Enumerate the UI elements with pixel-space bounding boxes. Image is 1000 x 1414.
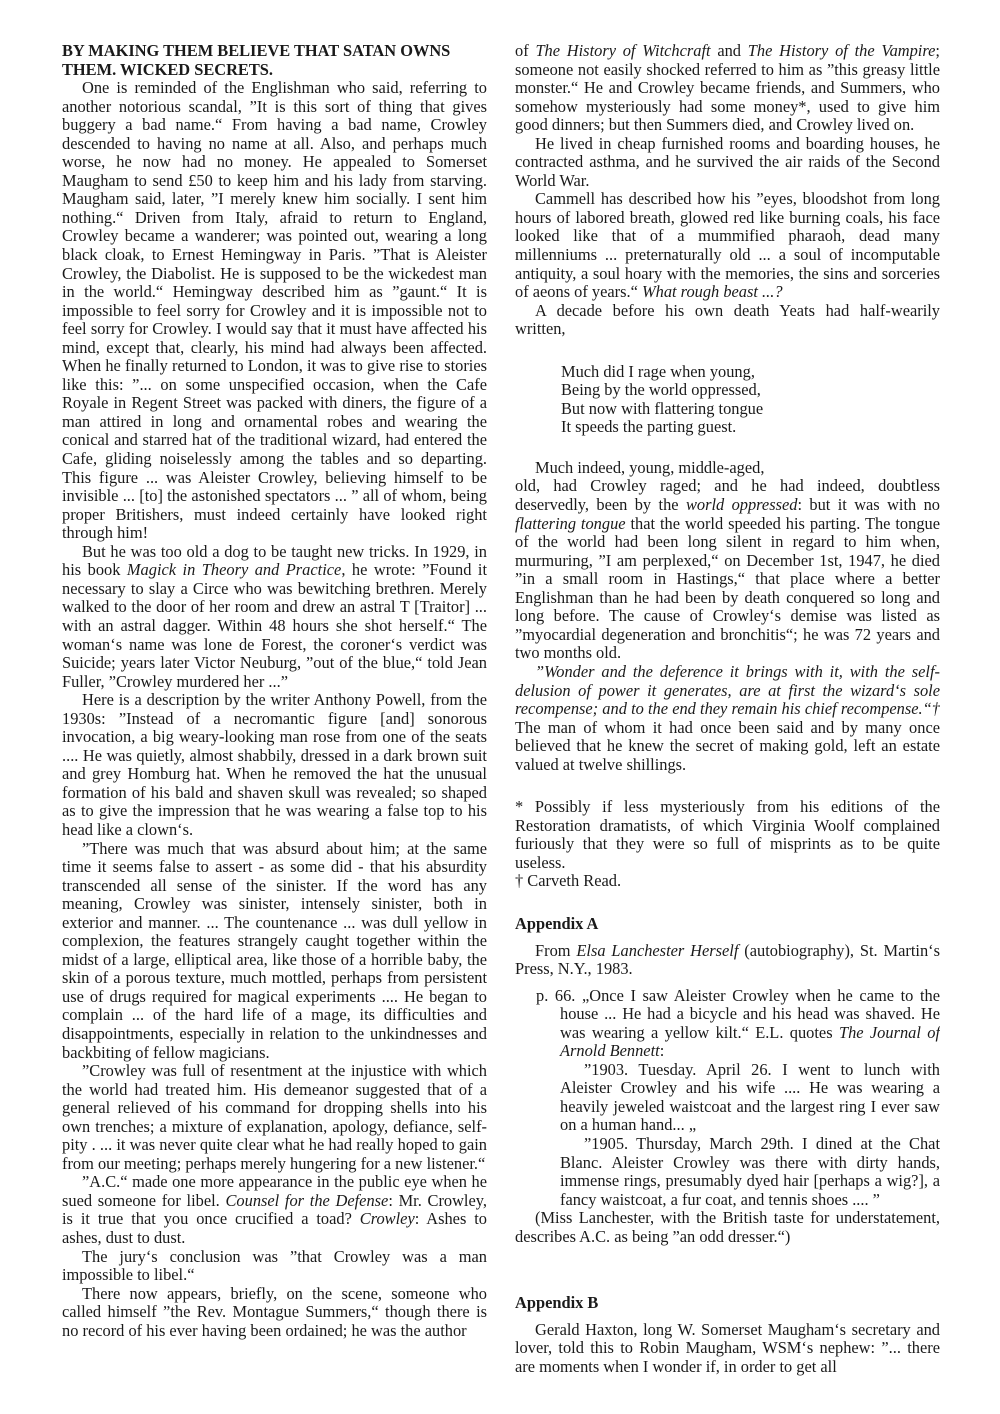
paragraph: Cammell has described how his ”eyes, bloodshot from long hours of labored breath, glowed red like burning coals, his face looked like that of a mummified pharaoh, dead many millenniums ... preternaturally old ... a soul of incomputable antiquity, a soul hoary with the memories, the sins and sorceries of aeons of years.“ What rough beast ...? xyxy=(515,189,940,302)
paragraph: A decade before his own death Yeats had half-wearily written, xyxy=(515,300,940,339)
journal-quote: ”1903. Tuesday. April 26. I went to lunch with Aleister Crowley and his wife .... He was wearing a heavily jeweled waistcoat and the largest ring I ever saw on a human hand... „ xyxy=(560,1059,940,1135)
book-title: Magick in Theory and Practice xyxy=(126,560,342,580)
document-page xyxy=(62,42,940,1402)
footnote: † Carveth Read. xyxy=(515,871,622,891)
verse-quote xyxy=(561,363,940,437)
verse-line: It speeds the parting guest. xyxy=(561,417,737,437)
appendix-b-heading: Appendix B xyxy=(515,1293,599,1313)
paragraph: ”Crowley was full of resentment at the injustice with which the world had treated him. His demeanor suggested that of a general relieved of his command for dropping shells into his own trenches; a mixture of explanation, apology, defiance, self-pity . ... it was never quite clear what he had really hoped to gain from our meeting; perhaps merely hungering for a new listener.“ xyxy=(62,1061,487,1173)
journal-quote: ”1905. Thursday, March 29th. I dined at the Chat Blanc. Aleister Crowley was there with dirty hands, immense rings, presumably dyed hair [perhaps a wig?], a fancy waistcoat, a fur coat, and tennis shoes .... ” xyxy=(560,1133,940,1209)
paragraph: The jury‘s conclusion was ”that Crowley was a man impossible to libel.“ xyxy=(62,1246,487,1285)
paragraph: ”A.C.“ made one more appearance in the public eye when he sued someone for libel. Counsel for the Defense: Mr. Crowley, is it true that you once crucified a toad? Crowley: Ashes to ashes, dust to dust. xyxy=(62,1172,487,1247)
paragraph: Here is a description by the writer Anthony Powell, from the 1930s: ”Instead of a necromantic figure [and] sonorous invocation, a big weary-looking man rose from one of the seats .... He was quietly, almost shabbily, dressed in a dark brown suit and grey Homburg hat. When he removed the hat the unusual formation of his bald and shaven skull was revealed; so shaped as to give the impression that he was wearing a false top to his head like a clown‘s. xyxy=(62,690,487,839)
footnotes xyxy=(515,798,940,891)
paragraph: But he was too old a dog to be taught new tricks. In 1929, in his book Magick in Theory and Practice, he wrote: ”Found it necessary to slay a Circe who was bewitching brethren. Merely walked to the door of her room and drew an astral T [Traitor] ... with an astral dagger. Within 48 hours she shot herself.“ The woman‘s name was lone de Forest, the coroner‘s verdict was Suicide; years later Victor Neuburg, ”out of the blue,“ told Jean Fuller, ”Crowley murdered her ...” xyxy=(62,541,487,691)
verse-line: Being by the world oppressed, xyxy=(561,380,761,400)
verse-line: But now with flattering tongue xyxy=(561,398,764,418)
paragraph: One is reminded of the Englishman who said, referring to another notorious scandal, ”It is this sort of thing that gives buggery a bad name.“ From having a bad name, Crowley descended to having no name at all. Also, and perhaps much worse, he now had no money. He appealed to Somerset Maugham to send £50 to keep him and his lady from starving. Maugham said, later, ”I merely knew him socially. I sent him nothing.“ Driven from Italy, afraid to return to England, Crowley became a wanderer; was pointed out, wearing a long black cloak, to Ernest Hemingway in Paris. ”That is Aleister Crowley, the Diabolist. He is supposed to be the wickedest man in the world.“ Hemingway described him as ”gaunt.“ It is impossible to feel sorry for Crowley and it is impossible not to feel sorry for Crowley. I would say that it must have affected his mind, except that, clearly, his mind had always been affected. When he finally returned to London, it was to give rise to stories like this: ”... on some unspecified occasion, when the Cafe Royale in Regent Street was packed with diners, the figure of a man attired in long and ornamental robes and wearing the conical and starred hat of the traditional wizard, had entered the Cafe, gliding noiselessly among the tables and so departing. This figure ... was Aleister Crowley, believing himself to be invisible ... [to] the astonished spectators ... ” all of whom, being proper Britishers, must indeed certainly have looked right through him! xyxy=(62,78,487,543)
paragraph-lead-line: Much indeed, young, middle-aged, xyxy=(535,457,765,477)
appendix-a-source: From Elsa Lanchester Herself (autobiography), St. Martin‘s Press, N.Y., 1983. xyxy=(515,940,940,979)
paragraph: ”Wonder and the deference it brings with it, with the self-delusion of power it generates, are at first the wizard‘s sole recompense; and to the end they remain his chief recompense.“† The man of whom it had once been said and by many once believed that he knew the secret of making gold, left an estate valued at twelve shillings. xyxy=(515,661,940,774)
appendix-a-closing: (Miss Lanchester, with the British taste for understatement, describes A.C. as being ”an odd dresser.“) xyxy=(515,1208,940,1246)
footnote: * Possibly if less mysteriously from his editions of the Restoration dramatists, of which Virginia Woolf complained furiously that they were so full of misprints as to be quite useless. xyxy=(515,797,940,872)
quotation: ”Wonder and the deference it brings with it, with the self-delusion of power it generates, are at first the wizard‘s sole recompense; and to the end they remain his chief recompense.“† xyxy=(515,661,940,719)
left-column xyxy=(62,42,487,1402)
right-column xyxy=(515,42,940,1402)
paragraph: There now appears, briefly, on the scene, someone who called himself ”the Rev. Montague Summers,“ though there is no record of his ever having been ordained; he was the author xyxy=(62,1283,487,1340)
paragraph: of The History of Witchcraft and The History of the Vampire; someone not easily shocked referred to him as ”this greasy little monster.“ He and Crowley became friends, and Summers, who somehow mysteriously had some money*, used to give him good dinners; but then Summers died, and Crowley lived on. xyxy=(515,42,940,135)
paragraph: old, had Crowley raged; and he had indeed, doubtless deservedly, been by the world oppressed: but it was with no flattering tongue that the world speeded his parting. The tongue of the world had been long silent in regard to him when, murmuring, ”I am perplexed,“ on December 1st, 1947, he died ”in a small room in Hastings,“ that place where a better Englishman than he had been by death conquered so long and long before. The cause of Crowley‘s demise was listed as ”myocardial degeneration and bronchitis“; he was 72 years and two months old. xyxy=(515,476,940,663)
appendix-a-heading: Appendix A xyxy=(515,913,599,933)
appendix-a-entry: p. 66. „Once I saw Aleister Crowley when he came to the house ... He had a bicycle and his head was shaved. He was wearing a yellow kilt.“ E.L. quotes The Journal of Arnold Bennett: xyxy=(536,985,940,1061)
appendix-b-text: Gerald Haxton, long W. Somerset Maugham‘s secretary and lover, told this to Robin Maugham, WSM‘s nephew: ”... there are moments when I wonder if, in order to get all xyxy=(515,1319,940,1376)
verse-line: Much did I rage when young, xyxy=(561,361,755,381)
section-heading: BY MAKING THEM BELIEVE THAT SATAN OWNS THEM. WICKED SECRETS. xyxy=(62,42,451,79)
paragraph: He lived in cheap furnished rooms and boarding houses, he contracted asthma, and he survived the air raids of the Second World War. xyxy=(515,133,940,190)
paragraph: ”There was much that was absurd about him; at the same time it seems false to assert - as some did - that his absurdity transcended all sense of the sinister. If the word has any meaning, Crowley was sinister, intensely sinister, both in exterior and manner. ... The countenance ... was dull yellow in complexion, the features strangely caught together within the midst of a large, elliptical area, like those of a horrible baby, the skin of a porous texture, much mottled, perhaps from persistent use of drugs required for magical experiments .... He began to complain ... of the hard life of a mage, its difficulties and disappointments, especially in relation to the unkindnesses and backbiting of fellow magicians. xyxy=(62,838,487,1062)
